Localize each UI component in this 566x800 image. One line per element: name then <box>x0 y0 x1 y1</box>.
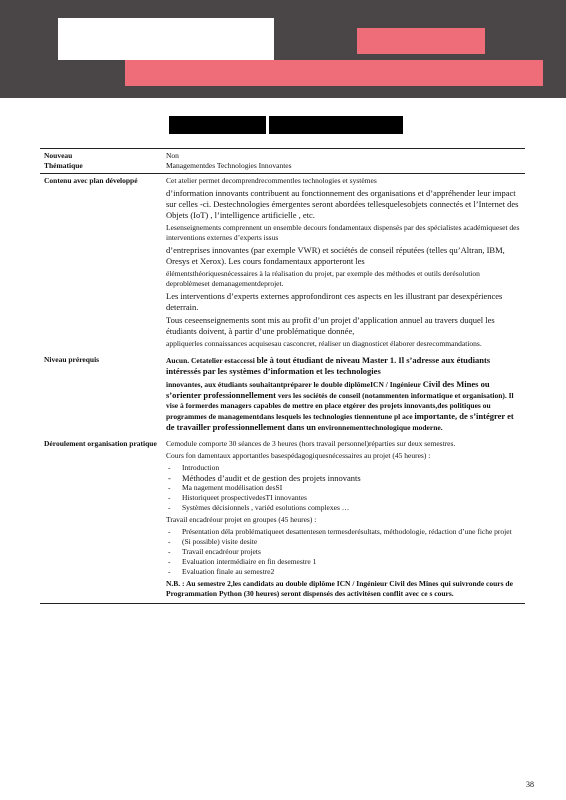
row-value <box>162 437 525 603</box>
text-paragraph: Cet atelier permet decomprendrecommentles technologies et systèmes <box>166 176 377 185</box>
row-value <box>162 149 525 173</box>
text-small: vers les sociétés de conseil (notammenten informatique et organisation). Il vise à formerdes managers capables de mettre en place etgérer des projets innovants,des politiques ou programmes de managementdans lesquels les technologies tiennentune pl ace <box>166 391 514 421</box>
list-item: - Introduction <box>166 463 521 473</box>
title-block-right <box>269 116 403 134</box>
list-item: - Travail encadréour projets <box>166 547 521 557</box>
text-paragraph: d’entreprises innovantes (par exemple VWR) et sociétés de conseil réputées (telles qu’Altran, IBM, Oresys et Xerox). Les cours fondamentaux apporteront les <box>166 245 505 266</box>
list-item: - Présentation déla problématiqueet desattentesen termesderésultats, méthodologie, rédaction d’une fiche projet <box>166 527 521 537</box>
list-item: - Historiqueet prospectivedesTI innovantes <box>166 493 521 503</box>
text-paragraph: Cours fon damentaux apportantles basespédagogiquesnécessaires au projet (45 heures) : <box>166 451 431 460</box>
text-paragraph <box>166 355 521 377</box>
text-big: Civil des Mines ou s’orienter professionnellement <box>166 379 490 400</box>
title-block-left <box>169 116 266 134</box>
dash-list <box>166 527 521 577</box>
list-item: - (Si possible) visite desite <box>166 537 521 547</box>
text-paragraph: Cemodule comporte 30 séances de 3 heures (hors travail personnel)réparties sur deux semestres. <box>166 439 456 448</box>
row-label: Niveau prérequis <box>44 355 100 364</box>
value-nouveau: Non <box>166 151 179 160</box>
page-number: 38 <box>526 780 534 789</box>
list-item: - Méthodes d’audit et de gestion des projets innovants <box>166 473 521 483</box>
text-paragraph: Lesenseignements comprennent un ensemble decours fondamentaux dispensés par des spécialistes académiqueset des interventions externes d’experts issus <box>166 223 520 242</box>
course-table <box>40 148 525 604</box>
value-thematique: Managementdes Technologies Innovantes <box>166 161 292 170</box>
text-small: innovantes, aux étudiants souhaitantpréparer le double diplômeICN / Ingénieur <box>166 380 421 389</box>
list-item: - Systèmes décisionnels , variéd esolutions complexes … <box>166 503 521 513</box>
row-label <box>40 149 162 173</box>
text-paragraph: élémentsthéoriquesnécessaires à la réalisation du projet, par exemple des méthodes et outils derésolution deproblèmeset demanagementdeprojet. <box>166 269 480 288</box>
header-accent-box <box>357 28 485 54</box>
header-accent-bar <box>125 60 543 86</box>
row-contenu <box>40 174 525 353</box>
row-label: Déroulement organisation pratique <box>44 439 157 448</box>
text-big: importante, de s’intégrer et de travailler professionnellement dans un <box>166 411 514 432</box>
text-small: environnementtechnologique moderne. <box>317 423 443 432</box>
list-item: - Ma nagement modélisation desSI <box>166 483 521 493</box>
text-paragraph <box>166 379 521 433</box>
row-value <box>162 174 525 353</box>
text-paragraph: Travail encadréour projet en groupes (45 heures) : <box>166 515 317 524</box>
label-thematique: Thématique <box>44 161 83 170</box>
text-paragraph: d’information innovants contribuent au fonctionnement des organisations et d’appréhender leur impact sur celles -ci. Destechnologies émergentes seront abordées tellesquelesobjets connectés et l’Internet des Objets (IoT) , l’intelligence artificielle , etc. <box>166 188 519 220</box>
text-paragraph: appliquerles connaissances acquisesau casconcret, réaliser un diagnosticet élaborer desrecommandations. <box>166 339 482 348</box>
row-deroulement <box>40 437 525 604</box>
text-paragraph: Les interventions d’experts externes approfondiront ces aspects en les illustrant par desexpériences deterrain. <box>166 291 503 312</box>
text-big: ble à tout étudiant de niveau Master 1. Il s’adresse aux étudiants intéressés par les systèmes d’information et les technologies <box>166 355 491 376</box>
row-label: Contenu avec plan développé <box>44 176 138 185</box>
header-logo-box <box>58 18 274 60</box>
dash-list <box>166 463 521 513</box>
label-nouveau: Nouveau <box>44 151 73 160</box>
note-paragraph: N.B. : Au semestre 2,les candidats au double diplôme ICN / Ingénieur Civil des Mines qui suivronde cours de Programmation Python (30 heures) seront dispensés des activitésen conflit avec ce s cours. <box>166 579 513 598</box>
row-prerequis <box>40 353 525 437</box>
list-item: - Evaluation finale au semestre2 <box>166 567 521 577</box>
text-small: Aucun. Cetatelier estaccessi <box>166 356 255 365</box>
list-item: - Evaluation intermédiaire en fin desemestre 1 <box>166 557 521 567</box>
text-paragraph: Tous ceseenseignements sont mis au profit d’un projet d’application annuel au travers duquel les étudiants doivent, à partir d’une problématique donnée, <box>166 315 495 336</box>
row-value <box>162 353 525 437</box>
row-niveau <box>40 149 525 174</box>
